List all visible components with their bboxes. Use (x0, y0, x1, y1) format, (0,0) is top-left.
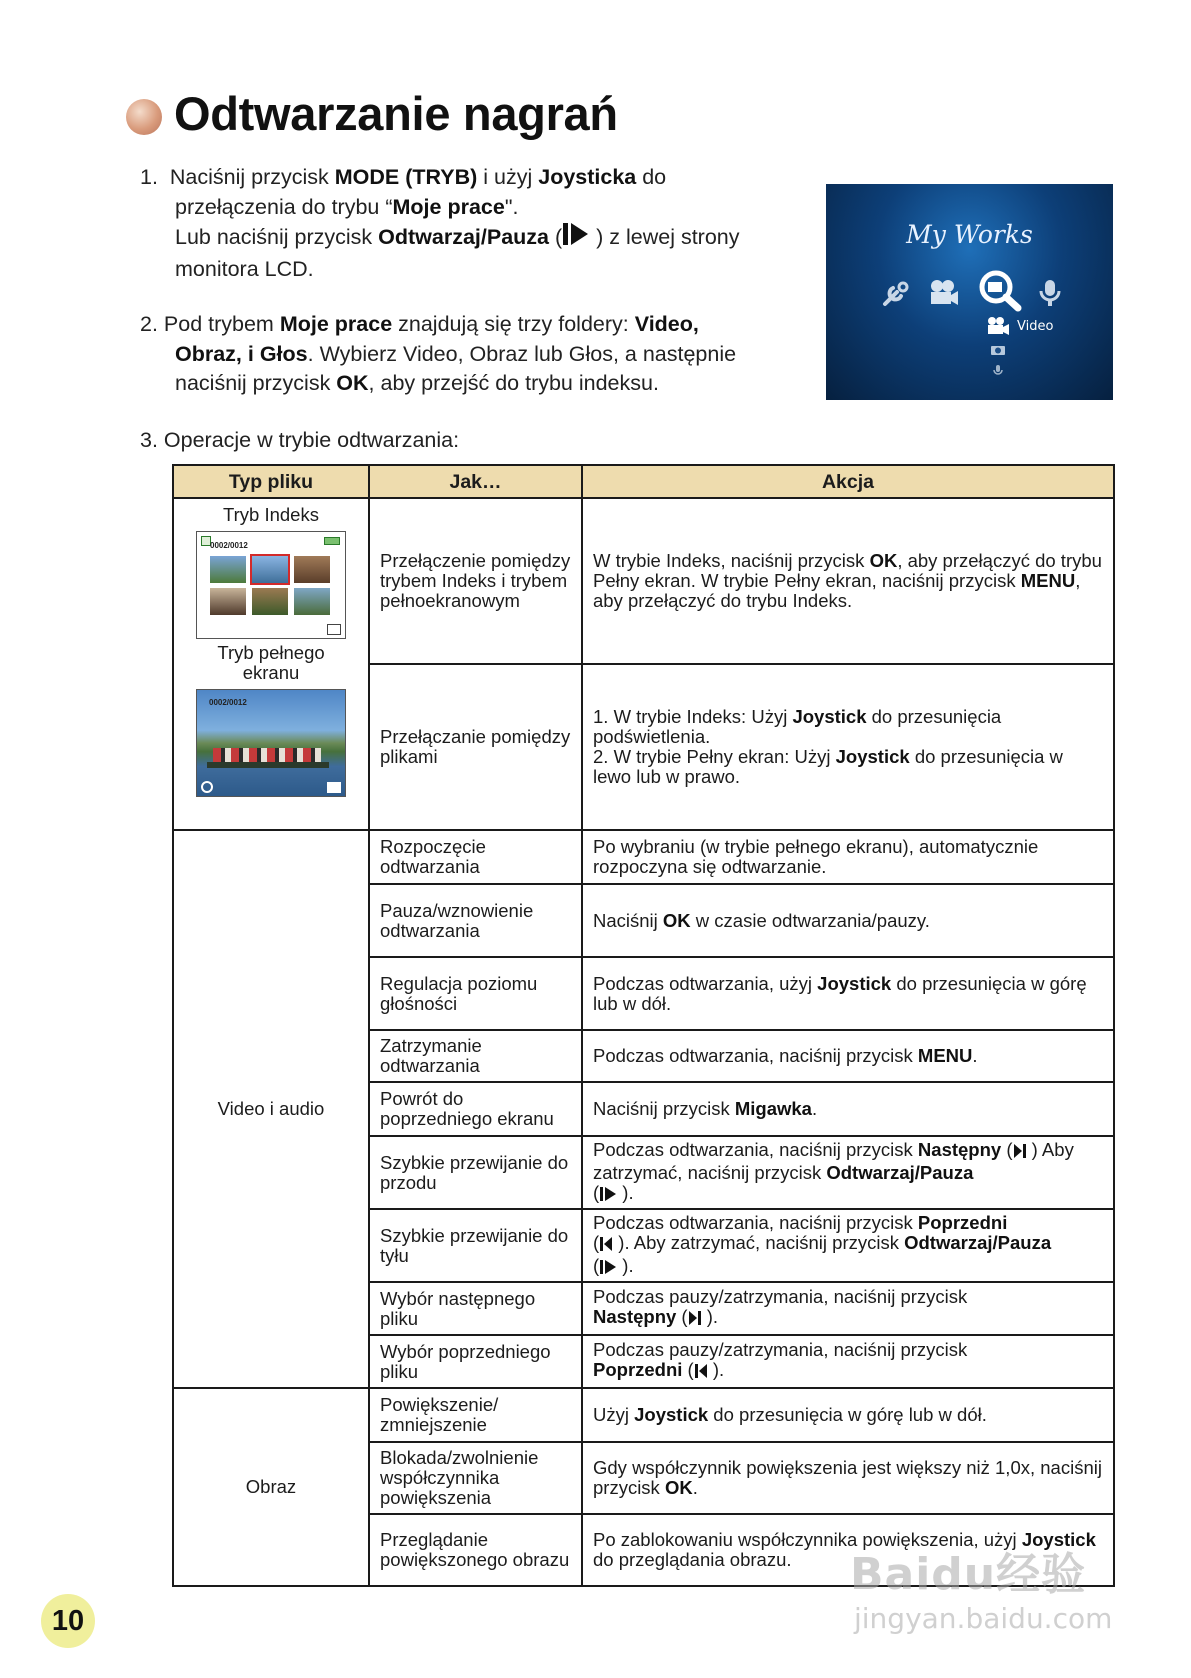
magnifier-icon (976, 268, 1022, 317)
thumbnail-image (252, 588, 288, 615)
microphone-icon (992, 364, 1004, 383)
thumbnail-image (210, 556, 246, 583)
page-corner-icon (327, 624, 341, 635)
how-cell: Regulacja poziomu głośności (369, 957, 582, 1030)
how-cell: Powiększenie/ zmniejszenie (369, 1388, 582, 1442)
page-corner-icon (327, 782, 341, 793)
watermark-url: jingyan.baidu.com (854, 1602, 1113, 1635)
settings-icon (201, 781, 213, 793)
page-title: Odtwarzanie nagrań (174, 87, 618, 140)
full-screen-mode-label: Tryb pełnego ekranu (217, 642, 325, 683)
how-cell: Rozpoczęcie odtwarzania (369, 830, 582, 884)
boat-hull (207, 762, 329, 768)
table-row (173, 1388, 1114, 1442)
table-row (173, 498, 1114, 664)
watermark (850, 1510, 1130, 1640)
step-1: 1. Naciśnij przycisk MODE (TRYB) i użyj Joysticka do przełączenia do trybu “Moje prace". Lub naciśnij przycisk Odtwarzaj/Pauza ( ) z lewej strony monitora LCD. (140, 165, 740, 281)
action-cell: Podczas odtwarzania, naciśnij przycisk Poprzedni ( ). Aby zatrzymać, naciśnij przycisk Odtwarzaj/Pauza ( ). (582, 1209, 1114, 1282)
thumbnail-counter: 0002/0012 (209, 698, 247, 707)
how-cell: Wybór poprzedniego pliku (369, 1335, 582, 1388)
watermark-brand: Baidu经验 (850, 1549, 1087, 1600)
video-camera-icon (928, 278, 960, 313)
how-cell: Zatrzymanie odtwarzania (369, 1030, 582, 1082)
play-pause-icon (599, 1259, 617, 1279)
action-cell: Podczas pauzy/zatrzymania, naciśnij przycisk Następny ( ). (582, 1282, 1114, 1335)
column-header-file-type: Typ pliku (173, 465, 369, 498)
action-cell: Po wybraniu (w trybie pełnego ekranu), automatycznie rozpoczyna się odtwarzanie. (582, 830, 1114, 884)
video-folder-label: Video (1017, 319, 1054, 334)
action-cell: Użyj Joystick do przesunięcia w górę lub w dół. (582, 1388, 1114, 1442)
how-cell: Pauza/wznowienie odtwarzania (369, 884, 582, 957)
action-cell: Podczas odtwarzania, naciśnij przycisk MENU. (582, 1030, 1114, 1082)
how-cell: Szybkie przewijanie do tyłu (369, 1209, 582, 1282)
action-cell: Podczas odtwarzania, naciśnij przycisk Następny ( ) Aby zatrzymać, naciśnij przycisk Odtwarzaj/Pauza ( ). (582, 1136, 1114, 1209)
operations-table (172, 464, 1115, 1587)
action-cell: Podczas odtwarzania, użyj Joystick do przesunięcia w górę lub w dół. (582, 957, 1114, 1030)
action-cell: Naciśnij OK w czasie odtwarzania/pauzy. (582, 884, 1114, 957)
step-2: 2. Pod trybem Moje prace znajdują się trzy foldery: Video, Obraz, i Głos. Wybierz Video, Obraz lub Głos, a następnie naciśnij przycisk OK, aby przejść do trybu indeksu. (140, 312, 737, 395)
how-cell: Powrót do poprzedniego ekranu (369, 1082, 582, 1136)
microphone-icon (1037, 278, 1063, 313)
action-cell: Gdy współczynnik powiększenia jest większy niż 1,0x, naciśnij przycisk OK. (582, 1442, 1114, 1514)
play-pause-icon (562, 222, 590, 255)
thumbnail-image (294, 588, 330, 615)
table-header-row (173, 465, 1114, 498)
next-icon (688, 1310, 702, 1330)
page-number: 10 (41, 1594, 95, 1648)
step-3: 3. Operacje w trybie odtwarzania: (140, 428, 460, 452)
action-cell: Podczas pauzy/zatrzymania, naciśnij przycisk Poprzedni ( ). (582, 1335, 1114, 1388)
settings-icon (881, 280, 911, 313)
action-cell: 1. W trybie Indeks: Użyj Joystick do przesunięcia podświetlenia. 2. W trybie Pełny ekran: Użyj Joystick do przesunięcia w lewo lub w prawo. (582, 664, 1114, 830)
my-works-title: My Works (906, 220, 1033, 249)
my-works-screen (826, 184, 1113, 400)
next-icon (1013, 1143, 1027, 1163)
previous-icon (599, 1236, 613, 1256)
file-type-cell: Video i audio (173, 830, 369, 1388)
action-cell: W trybie Indeks, naciśnij przycisk OK, aby przełączyć do trybu Pełny ekran. W trybie Pełny ekran, naciśnij przycisk MENU, aby przełączyć do trybu Indeks. (582, 498, 1114, 664)
how-cell: Przełączanie pomiędzy plikami (369, 664, 582, 830)
action-cell: Naciśnij przycisk Migawka. (582, 1082, 1114, 1136)
how-cell: Przeglądanie powiększonego obrazu (369, 1514, 582, 1586)
full-screen-thumbnail (196, 689, 346, 797)
how-cell: Blokada/zwolnienie współczynnika powiększenia (369, 1442, 582, 1514)
index-mode-thumbnail (196, 531, 346, 639)
thumbnail-image (210, 588, 246, 615)
thumbnail-image (294, 556, 330, 583)
how-cell: Wybór następnego pliku (369, 1282, 582, 1335)
column-header-how: Jak… (369, 465, 582, 498)
action-cell: Po zablokowaniu współczynnika powiększenia, użyj Joystick do przeglądania obrazu. (582, 1514, 1114, 1586)
how-cell: Szybkie przewijanie do przodu (369, 1136, 582, 1209)
battery-icon (324, 537, 340, 545)
camera-icon (990, 343, 1006, 361)
index-mode-label: Tryb Indeks (223, 504, 319, 525)
file-type-cell: Obraz (173, 1388, 369, 1586)
video-camera-icon (986, 316, 1010, 341)
table-row (173, 830, 1114, 884)
thumbnail-counter: 0002/0012 (210, 541, 248, 550)
how-cell: Przełączenie pomiędzy trybem Indeks i trybem pełnoekranowym (369, 498, 582, 664)
title-bullet (126, 99, 162, 135)
file-type-modes-cell (173, 498, 369, 830)
previous-icon (694, 1363, 708, 1383)
column-header-action: Akcja (582, 465, 1114, 498)
play-pause-icon (599, 1186, 617, 1206)
thumbnail-image-selected (252, 556, 288, 583)
